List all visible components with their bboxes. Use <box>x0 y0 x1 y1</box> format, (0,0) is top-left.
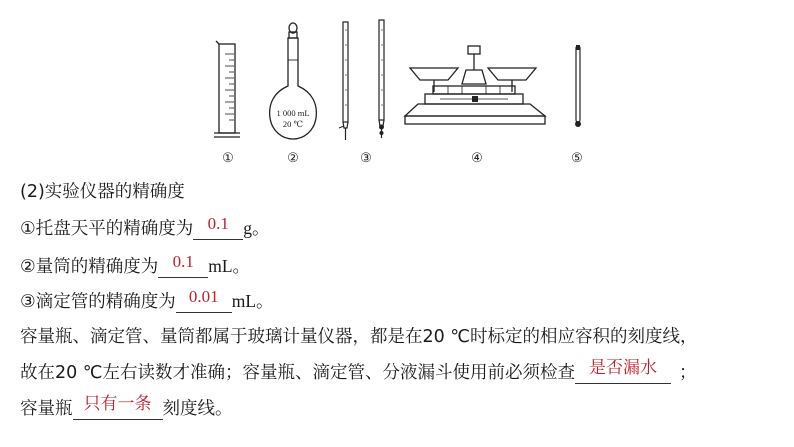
burette-bulb-icon <box>379 125 384 130</box>
mark-count-tail: 刻度线。 <box>162 399 233 419</box>
leak-check-answer: 是否漏水 <box>588 358 657 378</box>
burette-precision-line <box>20 289 274 314</box>
balance-precision-line <box>20 216 269 241</box>
cylinder-precision-unit: mL。 <box>208 256 251 276</box>
paragraph-line-1: 容量瓶、滴定管、量筒都属于玻璃计量仪器，都是在20 ℃时标定的相应容积的刻度线， <box>20 327 698 347</box>
figure-label-1: ① <box>222 151 234 166</box>
graduated-cylinder-icon <box>214 41 240 137</box>
burette-precision-answer: 0.01 <box>188 287 219 306</box>
balance-rider-icon <box>472 96 478 102</box>
burette-precision-blank <box>176 287 232 313</box>
cylinder-precision-line <box>20 254 250 279</box>
paragraph-line-2 <box>20 358 697 385</box>
paragraph-line-3 <box>20 394 233 421</box>
cylinder-precision-blank <box>158 252 208 278</box>
thermometer-icon <box>576 46 580 122</box>
leak-check-blank <box>575 358 671 384</box>
section-heading: (2)实验仪器的精确度 <box>20 182 185 202</box>
burette-precision-unit: mL。 <box>231 291 274 311</box>
cylinder-precision-answer: 0.1 <box>172 252 194 271</box>
instrument-figure <box>0 0 794 175</box>
figure-label-2: ② <box>287 151 299 166</box>
burette-icon <box>339 20 384 140</box>
cylinder-precision-prompt: ②量筒的精确度为 <box>20 257 159 277</box>
thermometer-cap-icon <box>576 45 580 50</box>
mark-count-prompt: 容量瓶 <box>20 399 73 419</box>
tray-balance-icon <box>405 46 545 124</box>
balance-precision-answer: 0.1 <box>207 214 229 233</box>
leak-check-tail: ； <box>678 363 697 383</box>
balance-precision-blank <box>193 214 243 240</box>
flask-volume-label: 1 000 mL <box>276 108 310 118</box>
figure-label-4: ④ <box>471 151 483 166</box>
figure-label-5: ⑤ <box>571 151 583 166</box>
burette-precision-prompt: ③滴定管的精确度为 <box>20 292 176 312</box>
balance-precision-prompt: ①托盘天平的精确度为 <box>20 219 194 239</box>
mark-count-blank <box>73 394 163 420</box>
mark-count-answer: 只有一条 <box>83 394 152 414</box>
balance-precision-unit: g。 <box>243 218 270 238</box>
thermometer-bulb-icon <box>575 121 581 127</box>
flask-temp-label: 20 ℃ <box>282 119 304 129</box>
figure-label-3: ③ <box>360 151 372 166</box>
burette-bulb-icon <box>380 131 384 135</box>
leak-check-prompt: 故在20 ℃左右读数才准确；容量瓶、滴定管、分液漏斗使用前必须检查 <box>20 363 575 383</box>
